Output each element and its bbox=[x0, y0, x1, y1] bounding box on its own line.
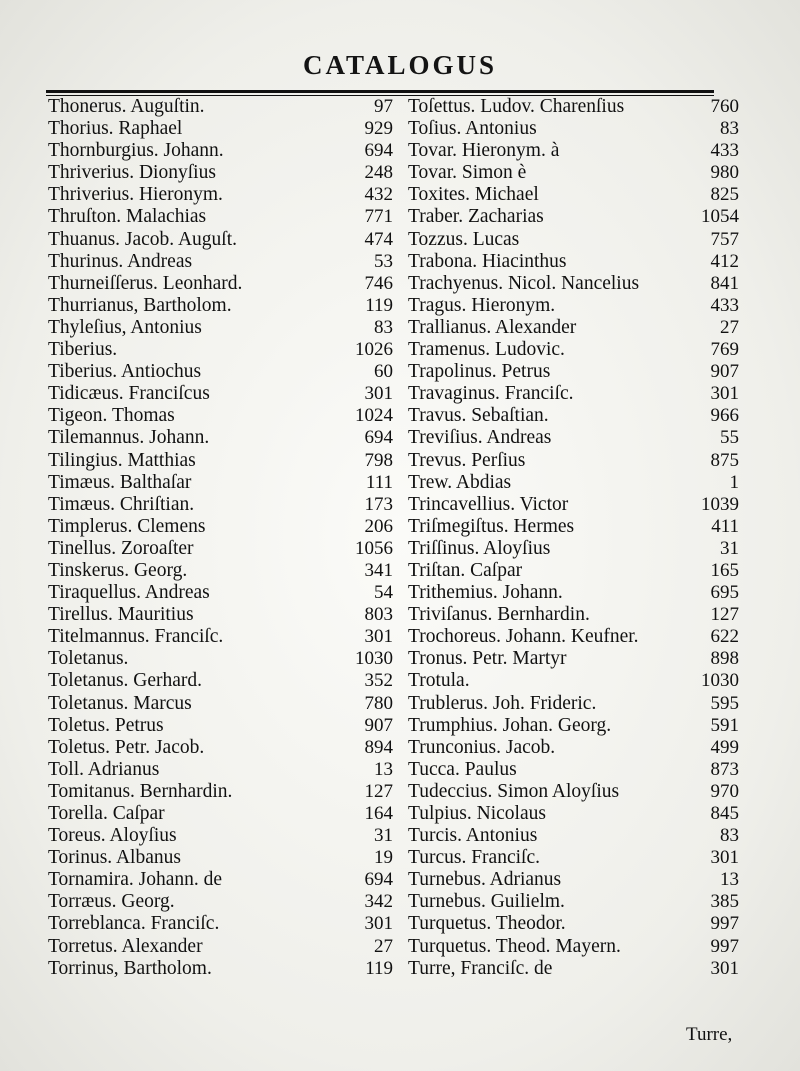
index-entry bbox=[48, 405, 393, 427]
index-entry bbox=[48, 162, 393, 184]
index-entry bbox=[408, 693, 743, 715]
index-entry bbox=[408, 891, 743, 913]
index-entry bbox=[408, 295, 743, 317]
entry-name: Torinus. Albanus bbox=[48, 847, 181, 869]
entry-page-number: 119 bbox=[365, 957, 393, 979]
entry-name: Thriverius. Hieronym. bbox=[48, 184, 223, 206]
entry-name: Tilemannus. Johann. bbox=[48, 427, 210, 449]
entry-page-number: 27 bbox=[720, 316, 739, 338]
index-entry bbox=[48, 670, 393, 692]
index-entry bbox=[48, 273, 393, 295]
entry-name: Thorius. Raphael bbox=[48, 118, 183, 140]
index-entry bbox=[48, 759, 393, 781]
entry-page-number: 825 bbox=[710, 184, 739, 206]
entry-name: Thurrianus, Bartholom. bbox=[48, 294, 232, 316]
index-entry bbox=[48, 626, 393, 648]
entry-page-number: 352 bbox=[364, 670, 393, 692]
entry-name: Trublerus. Joh. Frideric. bbox=[408, 692, 597, 714]
entry-page-number: 248 bbox=[364, 162, 393, 184]
index-entry bbox=[408, 229, 743, 251]
entry-name: Turnebus. Adrianus bbox=[408, 869, 562, 891]
entry-page-number: 757 bbox=[710, 228, 739, 250]
index-entry bbox=[408, 96, 743, 118]
entry-page-number: 845 bbox=[710, 803, 739, 824]
entry-name: Tigeon. Thomas bbox=[48, 405, 175, 427]
entry-name: Thornburgius. Johann. bbox=[48, 140, 224, 162]
entry-page-number: 771 bbox=[364, 206, 393, 228]
entry-page-number: 111 bbox=[365, 471, 393, 493]
entry-name: Tovar. Simon è bbox=[408, 162, 527, 184]
index-entry bbox=[408, 803, 743, 825]
index-entry bbox=[408, 715, 743, 737]
index-entry bbox=[408, 560, 743, 582]
index-entry bbox=[408, 273, 743, 295]
index-entry bbox=[408, 670, 743, 692]
entry-name: Trithemius. Johann. bbox=[408, 582, 563, 604]
left-column bbox=[48, 96, 393, 980]
entry-page-number: 173 bbox=[364, 493, 393, 515]
entry-page-number: 83 bbox=[720, 118, 739, 140]
entry-name: Tragus. Hieronym. bbox=[408, 294, 556, 316]
entry-page-number: 301 bbox=[364, 913, 393, 935]
index-entry bbox=[408, 383, 743, 405]
index-entry bbox=[408, 869, 743, 891]
entry-name: Timæus. Chriſtian. bbox=[48, 493, 195, 515]
entry-page-number: 798 bbox=[364, 449, 393, 471]
index-entry bbox=[48, 538, 393, 560]
entry-name: Tornamira. Johann. de bbox=[48, 869, 223, 891]
entry-page-number: 97 bbox=[374, 96, 393, 117]
entry-page-number: 997 bbox=[710, 913, 739, 935]
entry-name: Triſſinus. Aloyſius bbox=[408, 537, 551, 559]
index-entry bbox=[48, 118, 393, 140]
entry-page-number: 27 bbox=[374, 935, 393, 957]
entry-page-number: 622 bbox=[710, 626, 739, 648]
entry-name: Turcus. Franciſc. bbox=[408, 847, 540, 869]
entry-page-number: 301 bbox=[364, 383, 393, 405]
entry-name: Toletus. Petr. Jacob. bbox=[48, 736, 205, 758]
entry-page-number: 1056 bbox=[355, 537, 393, 559]
index-entry bbox=[48, 184, 393, 206]
entry-page-number: 1 bbox=[729, 471, 739, 493]
index-entry bbox=[48, 825, 393, 847]
entry-name: Tulpius. Nicolaus bbox=[408, 803, 546, 824]
entry-page-number: 433 bbox=[710, 294, 739, 316]
index-entry bbox=[408, 958, 743, 980]
page-title: CATALOGUS bbox=[302, 50, 498, 80]
entry-page-number: 54 bbox=[374, 582, 393, 604]
entry-page-number: 432 bbox=[364, 184, 393, 206]
entry-name: Travus. Sebaſtian. bbox=[408, 405, 549, 427]
entry-name: Thonerus. Auguſtin. bbox=[48, 96, 205, 117]
index-entry bbox=[408, 494, 743, 516]
entry-name: Tirellus. Mauritius bbox=[48, 604, 194, 626]
catchword: Turre, bbox=[686, 1024, 733, 1045]
index-entry bbox=[48, 803, 393, 825]
index-entry bbox=[48, 361, 393, 383]
entry-page-number: 595 bbox=[710, 692, 739, 714]
entry-page-number: 780 bbox=[364, 692, 393, 714]
index-entry bbox=[48, 339, 393, 361]
entry-name: Travaginus. Franciſc. bbox=[408, 383, 574, 405]
index-entry bbox=[48, 206, 393, 228]
entry-page-number: 694 bbox=[364, 140, 393, 162]
index-entry bbox=[48, 648, 393, 670]
entry-name: Trallianus. Alexander bbox=[408, 316, 577, 338]
index-entry bbox=[408, 206, 743, 228]
entry-page-number: 165 bbox=[710, 559, 739, 581]
entry-name: Triſmegiſtus. Hermes bbox=[408, 515, 575, 537]
entry-name: Torella. Caſpar bbox=[48, 803, 165, 824]
index-entry bbox=[48, 604, 393, 626]
entry-name: Tidicæus. Franciſcus bbox=[48, 383, 210, 405]
index-entry bbox=[48, 317, 393, 339]
entry-page-number: 301 bbox=[364, 626, 393, 648]
index-entry bbox=[408, 472, 743, 494]
index-entry bbox=[408, 317, 743, 339]
entry-name: Thurinus. Andreas bbox=[48, 250, 193, 272]
entry-name: Trew. Abdias bbox=[408, 471, 512, 493]
entry-page-number: 499 bbox=[710, 736, 739, 758]
entry-page-number: 13 bbox=[720, 869, 739, 891]
entry-page-number: 206 bbox=[364, 515, 393, 537]
entry-name: Tucca. Paulus bbox=[408, 758, 517, 780]
entry-name: Trochoreus. Johann. Keufner. bbox=[408, 626, 639, 648]
entry-page-number: 997 bbox=[710, 935, 739, 957]
index-entry bbox=[48, 891, 393, 913]
entry-page-number: 55 bbox=[720, 427, 739, 449]
entry-page-number: 803 bbox=[364, 604, 393, 626]
entry-page-number: 31 bbox=[720, 537, 739, 559]
entry-page-number: 31 bbox=[374, 825, 393, 847]
index-entry bbox=[408, 118, 743, 140]
entry-name: Tomitanus. Bernhardin. bbox=[48, 780, 233, 802]
entry-name: Trachyenus. Nicol. Nancelius bbox=[408, 272, 640, 294]
index-entry bbox=[48, 229, 393, 251]
entry-name: Thriverius. Dionyſius bbox=[48, 162, 216, 184]
entry-name: Turquetus. Theodor. bbox=[408, 913, 566, 935]
entry-name: Turquetus. Theod. Mayern. bbox=[408, 935, 621, 957]
entry-page-number: 695 bbox=[710, 582, 739, 604]
index-entry bbox=[48, 295, 393, 317]
index-entry bbox=[48, 715, 393, 737]
entry-page-number: 970 bbox=[710, 780, 739, 802]
entry-page-number: 1030 bbox=[701, 670, 739, 692]
entry-name: Thuanus. Jacob. Auguſt. bbox=[48, 228, 238, 250]
entry-name: Tramenus. Ludovic. bbox=[408, 339, 565, 361]
entry-name: Tiberius. bbox=[48, 339, 118, 361]
entry-page-number: 746 bbox=[364, 272, 393, 294]
entry-page-number: 760 bbox=[710, 96, 739, 117]
entry-page-number: 411 bbox=[711, 515, 739, 537]
entry-name: Tinellus. Zoroaſter bbox=[48, 537, 194, 559]
entry-name: Triſtan. Caſpar bbox=[408, 559, 523, 581]
entry-page-number: 841 bbox=[710, 272, 739, 294]
entry-page-number: 164 bbox=[364, 803, 393, 824]
entry-page-number: 875 bbox=[710, 449, 739, 471]
entry-name: Torræus. Georg. bbox=[48, 891, 175, 913]
entry-page-number: 591 bbox=[710, 714, 739, 736]
entry-page-number: 301 bbox=[710, 957, 739, 979]
page-header bbox=[0, 50, 800, 90]
entry-page-number: 1026 bbox=[355, 339, 393, 361]
index-entry bbox=[408, 737, 743, 759]
index-entry bbox=[408, 825, 743, 847]
entry-page-number: 83 bbox=[374, 316, 393, 338]
index-entry bbox=[48, 140, 393, 162]
entry-page-number: 127 bbox=[710, 604, 739, 626]
index-entry bbox=[48, 494, 393, 516]
entry-name: Treviſius. Andreas bbox=[408, 427, 552, 449]
index-entry bbox=[408, 847, 743, 869]
right-column bbox=[408, 96, 743, 980]
index-entry bbox=[48, 847, 393, 869]
entry-name: Torretus. Alexander bbox=[48, 935, 203, 957]
entry-name: Torrinus, Bartholom. bbox=[48, 957, 212, 979]
entry-name: Turcis. Antonius bbox=[408, 825, 538, 847]
index-entry bbox=[408, 405, 743, 427]
entry-name: Toreus. Aloyſius bbox=[48, 825, 177, 847]
entry-name: Timæus. Balthaſar bbox=[48, 471, 192, 493]
index-entry bbox=[48, 913, 393, 935]
entry-name: Trincavellius. Victor bbox=[408, 493, 569, 515]
index-entry bbox=[408, 781, 743, 803]
entry-page-number: 1024 bbox=[355, 405, 393, 427]
index-entry bbox=[408, 361, 743, 383]
entry-name: Toſius. Antonius bbox=[408, 118, 537, 140]
header-rule bbox=[46, 90, 714, 93]
entry-name: Thurneiſſerus. Leonhard. bbox=[48, 272, 243, 294]
index-entry bbox=[408, 648, 743, 670]
entry-page-number: 19 bbox=[374, 847, 393, 869]
entry-page-number: 769 bbox=[710, 339, 739, 361]
entry-page-number: 301 bbox=[710, 383, 739, 405]
index-entry bbox=[408, 339, 743, 361]
entry-page-number: 907 bbox=[364, 714, 393, 736]
index-entry bbox=[48, 96, 393, 118]
entry-name: Turnebus. Guilielm. bbox=[408, 891, 565, 913]
entry-name: Trumphius. Johan. Georg. bbox=[408, 714, 612, 736]
entry-page-number: 907 bbox=[710, 361, 739, 383]
index-entry bbox=[408, 516, 743, 538]
index-entry bbox=[408, 582, 743, 604]
entry-name: Toletanus. bbox=[48, 648, 129, 670]
entry-name: Tronus. Petr. Martyr bbox=[408, 648, 567, 670]
index-entry bbox=[408, 427, 743, 449]
index-entry bbox=[408, 184, 743, 206]
entry-page-number: 13 bbox=[374, 758, 393, 780]
entry-name: Toxites. Michael bbox=[408, 184, 539, 206]
entry-page-number: 980 bbox=[710, 162, 739, 184]
index-entry bbox=[48, 936, 393, 958]
entry-page-number: 966 bbox=[710, 405, 739, 427]
index-entry bbox=[408, 251, 743, 273]
entry-name: Trapolinus. Petrus bbox=[408, 361, 551, 383]
entry-page-number: 474 bbox=[364, 228, 393, 250]
index-entry bbox=[408, 450, 743, 472]
entry-name: Torreblanca. Franciſc. bbox=[48, 913, 220, 935]
entry-page-number: 301 bbox=[710, 847, 739, 869]
entry-page-number: 1030 bbox=[355, 648, 393, 670]
entry-name: Tilingius. Matthias bbox=[48, 449, 196, 471]
entry-name: Thruſton. Malachias bbox=[48, 206, 207, 228]
entry-page-number: 1054 bbox=[701, 206, 739, 228]
index-entry bbox=[408, 913, 743, 935]
entry-name: Trevus. Perſius bbox=[408, 449, 526, 471]
entry-name: Trunconius. Jacob. bbox=[408, 736, 556, 758]
entry-page-number: 385 bbox=[710, 891, 739, 913]
entry-name: Tozzus. Lucas bbox=[408, 228, 520, 250]
entry-name: Titelmannus. Franciſc. bbox=[48, 626, 224, 648]
entry-page-number: 83 bbox=[720, 825, 739, 847]
entry-name: Toſettus. Ludov. Charenſius bbox=[408, 96, 625, 117]
index-entry bbox=[48, 958, 393, 980]
entry-page-number: 53 bbox=[374, 250, 393, 272]
entry-name: Trotula. bbox=[408, 670, 470, 692]
entry-name: Tiberius. Antiochus bbox=[48, 361, 202, 383]
index-entry bbox=[408, 604, 743, 626]
index-entry bbox=[48, 560, 393, 582]
entry-name: Toll. Adrianus bbox=[48, 758, 160, 780]
index-entry bbox=[408, 538, 743, 560]
entry-page-number: 60 bbox=[374, 361, 393, 383]
entry-page-number: 119 bbox=[365, 294, 393, 316]
entry-name: Toletanus. Marcus bbox=[48, 692, 192, 714]
entry-page-number: 898 bbox=[710, 648, 739, 670]
entry-page-number: 929 bbox=[364, 118, 393, 140]
index-entry bbox=[48, 251, 393, 273]
index-entry bbox=[408, 140, 743, 162]
index-entry bbox=[48, 737, 393, 759]
index-entry bbox=[408, 162, 743, 184]
index-entry bbox=[48, 582, 393, 604]
entry-page-number: 127 bbox=[364, 780, 393, 802]
entry-name: Turre, Franciſc. de bbox=[408, 957, 553, 979]
index-entry bbox=[48, 450, 393, 472]
entry-page-number: 694 bbox=[364, 869, 393, 891]
index-entry bbox=[408, 936, 743, 958]
entry-page-number: 412 bbox=[710, 250, 739, 272]
entry-page-number: 873 bbox=[710, 758, 739, 780]
entry-page-number: 433 bbox=[710, 140, 739, 162]
entry-name: Tovar. Hieronym. à bbox=[408, 140, 560, 162]
index-entry bbox=[48, 472, 393, 494]
entry-name: Traber. Zacharias bbox=[408, 206, 544, 228]
entry-name: Toletus. Petrus bbox=[48, 714, 164, 736]
entry-page-number: 694 bbox=[364, 427, 393, 449]
entry-name: Trabona. Hiacinthus bbox=[408, 250, 567, 272]
entry-name: Tudeccius. Simon Aloyſius bbox=[408, 780, 620, 802]
index-entry bbox=[48, 869, 393, 891]
entry-page-number: 894 bbox=[364, 736, 393, 758]
index-entry bbox=[48, 516, 393, 538]
index-entry bbox=[48, 781, 393, 803]
index-entry bbox=[408, 626, 743, 648]
entry-page-number: 1039 bbox=[701, 493, 739, 515]
index-entry bbox=[408, 759, 743, 781]
entry-name: Toletanus. Gerhard. bbox=[48, 670, 203, 692]
entry-name: Triviſanus. Bernhardin. bbox=[408, 604, 590, 626]
entry-name: Thyleſius, Antonius bbox=[48, 316, 202, 338]
index-entry bbox=[48, 383, 393, 405]
entry-page-number: 341 bbox=[364, 559, 393, 581]
entry-name: Tiraquellus. Andreas bbox=[48, 582, 210, 604]
index-entry bbox=[48, 427, 393, 449]
index-entry bbox=[48, 693, 393, 715]
entry-page-number: 342 bbox=[364, 891, 393, 913]
entry-name: Tinskerus. Georg. bbox=[48, 559, 188, 581]
entry-name: Timplerus. Clemens bbox=[48, 515, 206, 537]
